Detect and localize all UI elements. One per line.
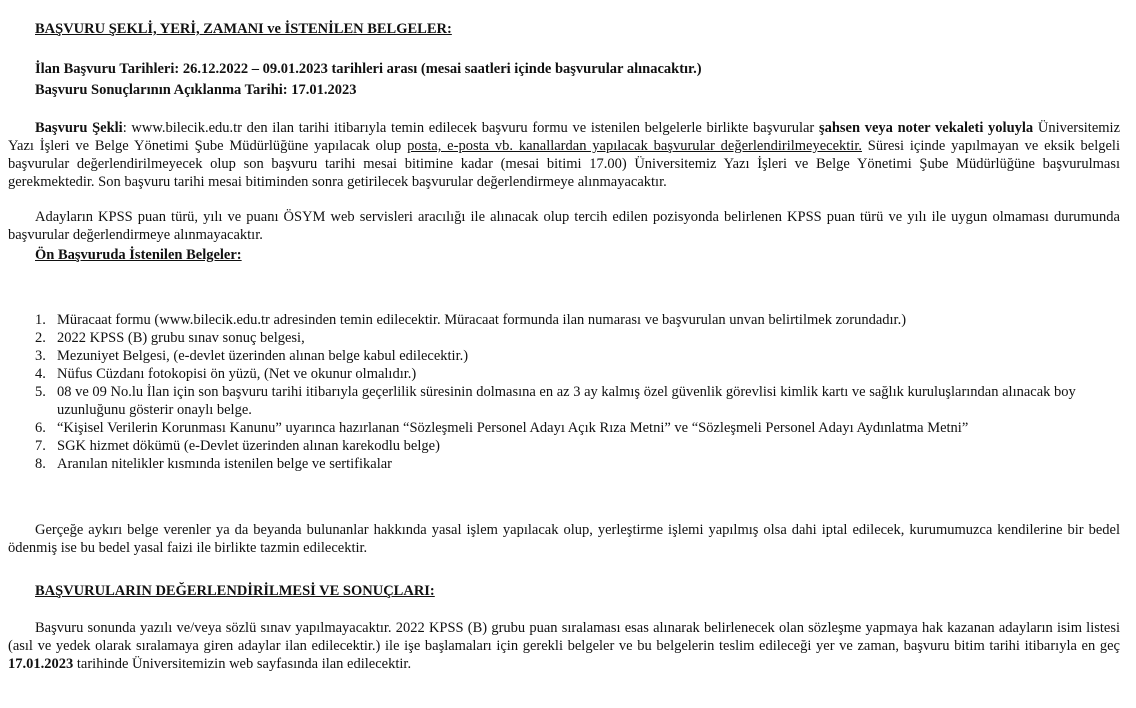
evaluation-text-2: tarihinde Üniversitemizin web sayfasında ilan edilecektir. — [73, 656, 412, 672]
section-heading-evaluation: BAŞVURULARIN DEĞERLENDİRİLMESİ VE SONUÇLARI: — [35, 583, 435, 599]
warning-paragraph: Gerçeğe aykırı belge verenler ya da beyanda bulunanlar hakkında yasal işlem yapılacak olup, yerleştirme işlemi yapılmış olsa dahi iptal edilecek, kurumumuzca kendilerine bir bedel ödenmiş ise bu bedel yasal faizi ile birlikte tazmin edilecektir. — [8, 522, 1120, 556]
list-item-number: 2. — [35, 330, 46, 346]
section-heading-documents: Ön Başvuruda İstenilen Belgeler: — [35, 247, 242, 263]
list-item-text: 08 ve 09 No.lu İlan için son başvuru tarihi itibarıyla geçerlilik süresinin dolmasına en az 3 ay kalmış özel güvenlik görevlisi kimlik kartı ve sağlık kuruluşlarından alınacak boy uzunluğunu gösterir onaylı belge. — [57, 384, 1076, 418]
list-item-number: 4. — [35, 366, 46, 382]
list-item-text: 2022 KPSS (B) grubu sınav sonuç belgesi, — [57, 330, 305, 346]
application-method-label: Başvuru Şekli — [35, 120, 123, 136]
list-item-number: 6. — [35, 420, 46, 436]
list-item — [35, 455, 1115, 473]
application-method-paragraph — [8, 119, 1120, 191]
list-item-text: Aranılan nitelikler kısmında istenilen belge ve sertifikalar — [57, 456, 393, 472]
required-documents-list — [35, 311, 1115, 473]
application-method-text-2: Üniversitemiz Yazı İşleri ve Belge Yönetimi Şube Müdürlüğüne yapılacak olup — [8, 120, 1121, 154]
list-item-text: Nüfus Cüzdanı fotokopisi ön yüzü, (Net ve okunur olmalıdır.) — [57, 366, 417, 382]
in-person-notice: şahsen veya noter vekaleti yoluyla — [818, 120, 1034, 136]
list-item — [35, 383, 1115, 419]
application-dates: İlan Başvuru Tarihleri: 26.12.2022 – 09.01.2023 tarihleri arası (mesai saatleri içinde başvurular alınacaktır.) — [35, 61, 702, 77]
section-heading-application: BAŞVURU ŞEKLİ, YERİ, ZAMANI ve İSTENİLEN BELGELER: — [35, 21, 452, 37]
list-item-number: 5. — [35, 384, 46, 400]
list-item — [35, 437, 1115, 455]
list-item — [35, 419, 1115, 437]
results-date: Başvuru Sonuçlarının Açıklanma Tarihi: 17.01.2023 — [35, 82, 357, 98]
mail-not-accepted-notice: posta, e-posta vb. kanallardan yapılacak başvurular değerlendirilmeyecektir. — [407, 138, 862, 154]
application-method-text: : www.bilecik.edu.tr den ilan tarihi itibarıyla temin edilecek başvuru formu ve istenilen belgelerle birlikte başvurular — [122, 120, 819, 136]
list-item-number: 3. — [35, 348, 46, 364]
list-item — [35, 365, 1115, 383]
list-item-number: 7. — [35, 438, 46, 454]
list-item-number: 8. — [35, 456, 46, 472]
announcement-date: 17.01.2023 — [8, 656, 74, 672]
list-item — [35, 347, 1115, 365]
list-item-text: Müracaat formu (www.bilecik.edu.tr adresinden temin edilecektir. Müracaat formunda ilan numarası ve başvurulan unvan belirtilmek zorundadır.) — [57, 312, 907, 328]
list-item-text: SGK hizmet dökümü (e-Devlet üzerinden alınan karekodlu belge) — [57, 438, 440, 454]
application-method-text-3: Süresi içinde yapılmayan ve eksik belgeli başvurular değerlendirilmeyecek olup son başvuru tarihi mesai bitimine kadar (mesai bitimi 17.00) Üniversitemiz Yazı İşleri ve Belge Yönetimi Şube Müdürlüğüne başvurulması gerekmektedir. Son başvuru tarihi mesai bitiminden sonra getirilecek başvurular değerlendirmeye alınmayacaktır. — [8, 138, 1120, 190]
list-item-text: Mezuniyet Belgesi, (e-devlet üzerinden alınan belge kabul edilecektir.) — [57, 348, 469, 364]
list-item — [35, 329, 1115, 347]
list-item-number: 1. — [35, 312, 46, 328]
evaluation-text: Başvuru sonunda yazılı ve/veya sözlü sınav yapılmayacaktır. 2022 KPSS (B) grubu puan sıralaması esas alınarak belirlenecek olan sözleşme yapmaya hak kazanan adayların isim listesi (asıl ve yedek olarak sıralamaya giren adaylar ilan edilecektir.) ile işe başlamaları için gerekli belgeler ve bu belgelerin teslim edileceği yer ve zaman, başvuru bitim tarihi itibarıyla en geç — [8, 620, 1120, 654]
kpss-paragraph: Adayların KPSS puan türü, yılı ve puanı ÖSYM web servisleri aracılığı ile alınacak olup tercih edilen pozisyonda belirlenen KPSS puan türü ve yılı ile uygun olmaması durumunda başvurular değerlendirmeye alınmayacaktır. — [8, 209, 1120, 243]
evaluation-paragraph — [8, 619, 1120, 673]
list-item-text: “Kişisel Verilerin Korunması Kanunu” uyarınca hazırlanan “Sözleşmeli Personel Adayı Açık Rıza Metni” ve “Sözleşmeli Personel Adayı Aydınlatma Metni” — [57, 420, 969, 436]
list-item — [35, 311, 1115, 329]
